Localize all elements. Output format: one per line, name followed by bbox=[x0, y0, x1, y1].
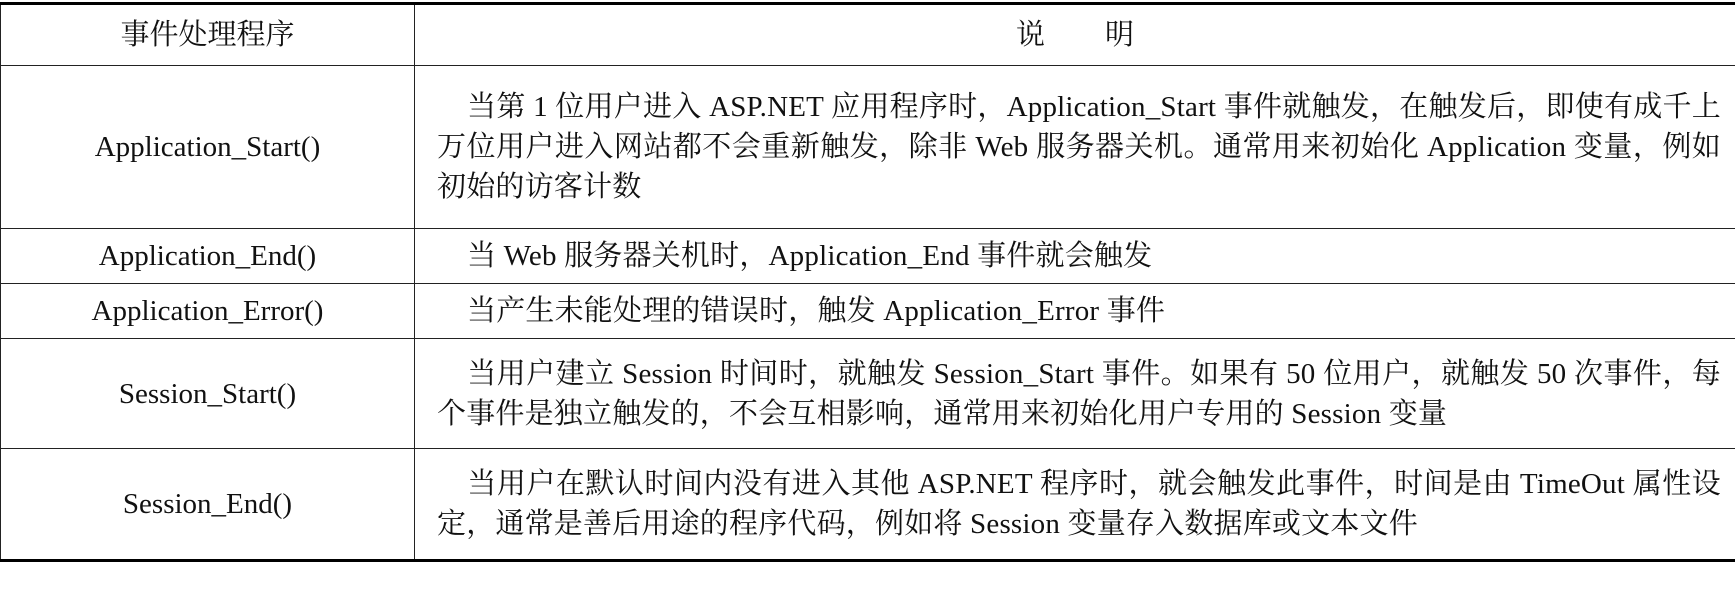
event-description bbox=[415, 449, 1735, 561]
event-description-text: 当产生未能处理的错误时，触发 Application_Error 事件 bbox=[467, 295, 1166, 327]
table-row bbox=[1, 284, 1735, 339]
event-name: Session_End() bbox=[1, 449, 415, 561]
event-name: Application_Start() bbox=[1, 66, 415, 229]
header-event-handler: 事件处理程序 bbox=[1, 4, 415, 66]
event-description bbox=[415, 339, 1735, 449]
event-description-text: 当用户建立 Session 时间时，就触发 Session_Start 事件。如果有 50 位用户，就触发 50 次事件，每个事件是独立触发的，不会互相影响，通常用来初始化用户专用的 Session 变量 bbox=[437, 357, 1721, 430]
table-row bbox=[1, 339, 1735, 449]
table-row bbox=[1, 449, 1735, 561]
header-description-label: 说明 bbox=[1015, 19, 1194, 51]
event-description bbox=[415, 284, 1735, 339]
event-description bbox=[415, 229, 1735, 284]
event-description-text: 当用户在默认时间内没有进入其他 ASP.NET 程序时，就会触发此事件，时间是由 TimeOut 属性设定，通常是善后用途的程序代码，例如将 Session 变量存入数据库或文本文件 bbox=[437, 468, 1721, 540]
table-row bbox=[1, 229, 1735, 284]
header-description bbox=[415, 4, 1735, 66]
event-name: Application_End() bbox=[1, 229, 415, 284]
event-name: Session_Start() bbox=[1, 339, 415, 449]
event-description-text: 当 Web 服务器关机时，Application_End 事件就会触发 bbox=[467, 240, 1153, 272]
event-description bbox=[415, 66, 1735, 229]
event-name: Application_Error() bbox=[1, 284, 415, 339]
event-handler-table bbox=[0, 2, 1735, 562]
table-row bbox=[1, 66, 1735, 229]
event-description-text: 当第 1 位用户进入 ASP.NET 应用程序时，Application_Start 事件就触发，在触发后，即使有成千上万位用户进入网站都不会重新触发，除非 Web 服务器关机。通常用来初始化 Application 变量，例如初始的访客计数 bbox=[437, 91, 1721, 203]
table-header-row bbox=[1, 4, 1735, 66]
